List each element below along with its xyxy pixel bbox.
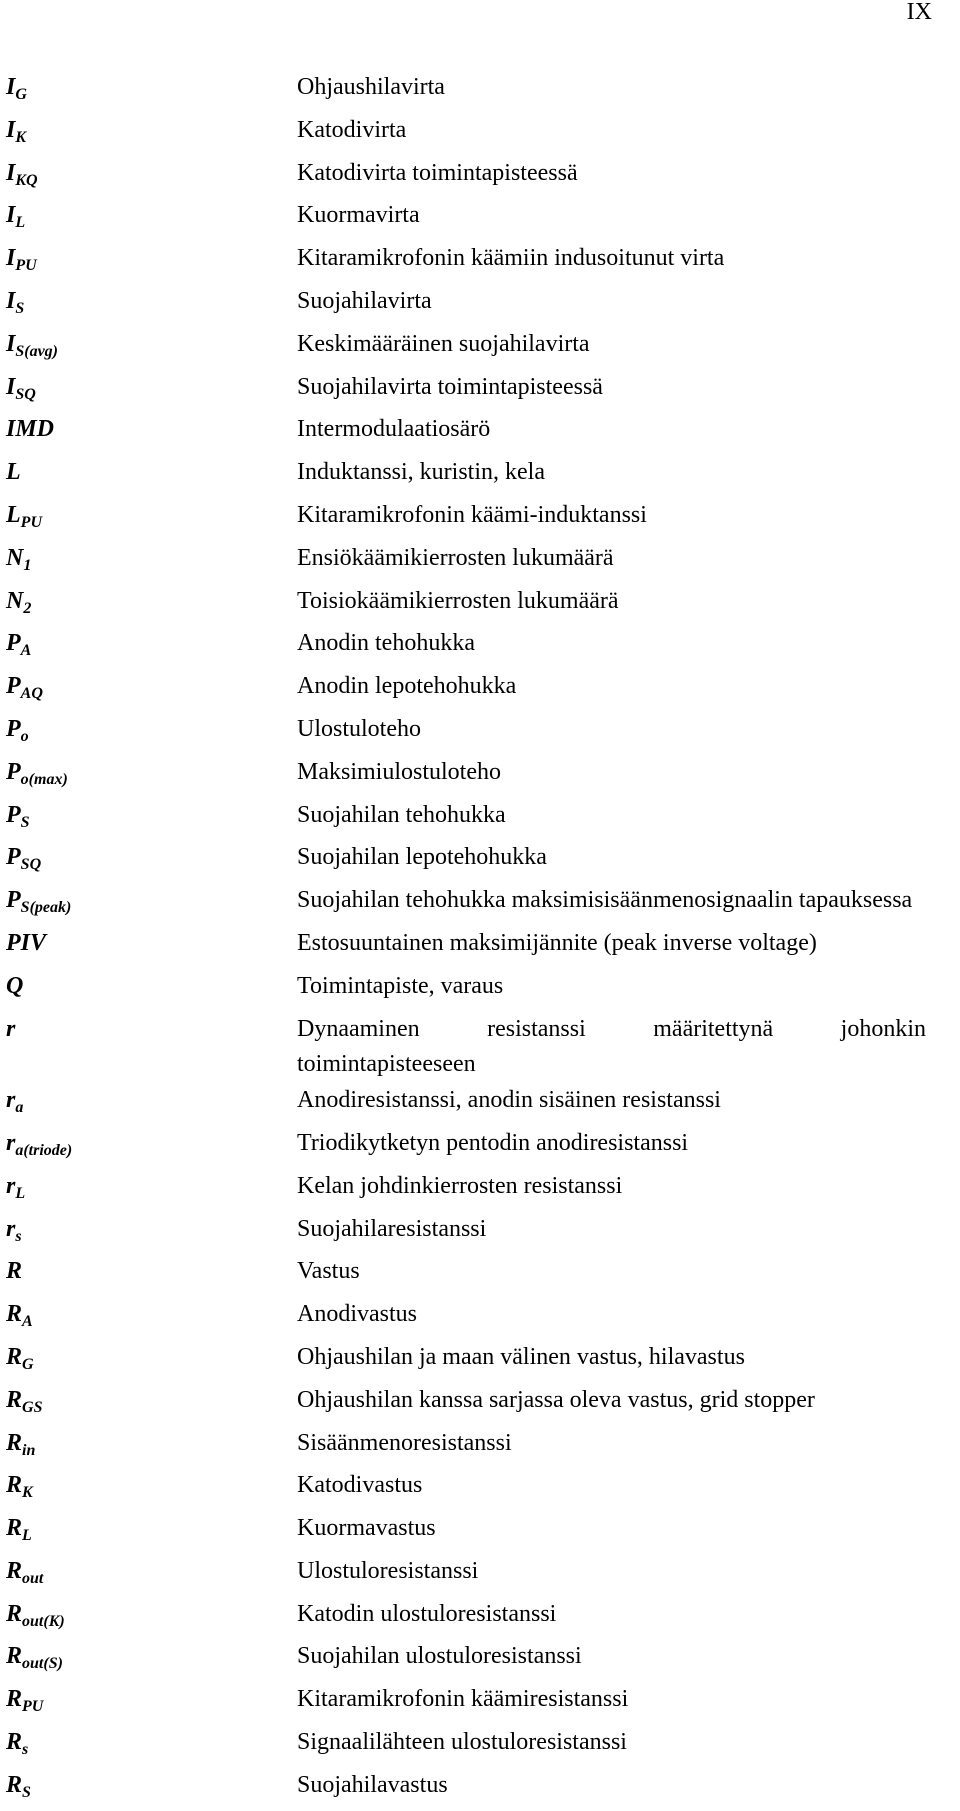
symbol: $R_L$ — [6, 1515, 32, 1545]
symbol: $I_K$ — [6, 116, 27, 146]
list-item — [6, 1682, 926, 1725]
list-item — [6, 669, 926, 712]
list-item — [6, 1554, 926, 1597]
description: Sisäänmenoresistanssi — [297, 1429, 512, 1456]
symbol: $I_{PU}$ — [6, 245, 37, 275]
symbol: $r_a$ — [6, 1087, 24, 1117]
description: Kitaramikrofonin käämiin indusoitunut virta — [297, 245, 725, 272]
symbol: $I_{KQ}$ — [6, 159, 38, 189]
list-item — [6, 1725, 926, 1768]
symbol: $P_{SQ}$ — [6, 844, 42, 874]
list-item — [6, 1639, 926, 1682]
symbol: $R_{GS}$ — [6, 1386, 43, 1416]
list-item — [6, 755, 926, 798]
description: Signaalilähteen ulostuloresistanssi — [297, 1729, 627, 1756]
symbol: $R_{out}$ — [6, 1557, 44, 1587]
description: Ohjaushilan ja maan välinen vastus, hilavastus — [297, 1343, 745, 1370]
list-item — [6, 883, 926, 926]
symbol: $N_2$ — [6, 587, 32, 617]
list-item — [6, 498, 926, 541]
description: Katodivastus — [297, 1472, 423, 1499]
list-item — [6, 712, 926, 755]
description: Suojahilavastus — [297, 1771, 448, 1798]
symbol: $r_L$ — [6, 1172, 26, 1202]
description: Suojahilavirta toimintapisteessä — [297, 373, 603, 400]
description: Intermodulaatiosärö — [297, 416, 491, 443]
symbol: $R_A$ — [6, 1301, 33, 1331]
list-item — [6, 840, 926, 883]
description: Ensiökäämikierrosten lukumäärä — [297, 544, 614, 571]
description: Ulostuloresistanssi — [297, 1557, 479, 1584]
description: Suojahilaresistanssi — [297, 1215, 487, 1242]
description: Dynaaminen resistanssi määritettynä johonkin toimintapisteeseen — [297, 1015, 926, 1078]
description: Katodivirta — [297, 116, 407, 143]
page-number: IX — [906, 0, 932, 25]
list-item — [6, 412, 926, 455]
symbol: $R_{out(K)}$ — [6, 1600, 65, 1630]
list-item — [6, 1169, 926, 1212]
symbol: $P_{o(max)}$ — [6, 758, 68, 788]
description: Induktanssi, kuristin, kela — [297, 459, 545, 486]
list-item — [6, 1297, 926, 1340]
symbol: $R_S$ — [6, 1771, 31, 1801]
list-item — [6, 1597, 926, 1640]
symbol: $r_{a(triode)}$ — [6, 1129, 73, 1159]
list-item — [6, 241, 926, 284]
symbol: $R_{PU}$ — [6, 1686, 44, 1716]
description: Suojahilan tehohukka — [297, 801, 506, 828]
symbol: $I_G$ — [6, 74, 27, 103]
symbol: $r_s$ — [6, 1215, 22, 1245]
symbol: $I_S$ — [6, 287, 25, 317]
description: Suojahilan tehohukka maksimisisäänmenosignaalin tapauksessa — [297, 887, 913, 914]
symbol: $I_L$ — [6, 202, 26, 232]
description: Kitaramikrofonin käämi-induktanssi — [297, 501, 647, 528]
description: Anodin lepotehohukka — [297, 673, 517, 700]
symbol: Q — [6, 972, 24, 999]
list-item — [6, 1468, 926, 1511]
symbol: $R_G$ — [6, 1343, 34, 1373]
symbol: $L_{PU}$ — [6, 501, 42, 531]
list-item — [6, 1511, 926, 1554]
list-item — [6, 1254, 926, 1297]
symbol: $R_K$ — [6, 1472, 33, 1502]
list-item — [6, 284, 926, 327]
list-item — [6, 541, 926, 584]
description: Toimintapiste, varaus — [297, 972, 504, 999]
list-item — [6, 584, 926, 627]
description: Ohjaushilan kanssa sarjassa oleva vastus, grid stopper — [297, 1386, 815, 1413]
list-item — [6, 70, 926, 113]
description: Estosuuntainen maksimijännite (peak inverse voltage) — [297, 929, 817, 956]
symbol: $I_{S(avg)}$ — [6, 330, 58, 360]
description: Kelan johdinkierrosten resistanssi — [297, 1172, 623, 1199]
list-item — [6, 1340, 926, 1383]
description: Vastus — [297, 1258, 360, 1285]
symbol: $P_{S(peak)}$ — [6, 887, 72, 917]
list-item — [6, 1426, 926, 1469]
list-item — [6, 626, 926, 669]
list-item — [6, 370, 926, 413]
symbol: $P_{AQ}$ — [6, 673, 43, 703]
list-item — [6, 1083, 926, 1126]
list-item — [6, 926, 926, 969]
list-item — [6, 327, 926, 370]
list-item — [6, 1383, 926, 1426]
description: Maksimiulostuloteho — [297, 758, 501, 785]
symbol: $R_{in}$ — [6, 1429, 36, 1459]
symbol: $N_1$ — [6, 544, 32, 574]
symbol: $I_{SQ}$ — [6, 373, 36, 403]
list-item — [6, 969, 926, 1012]
description: Anodivastus — [297, 1301, 417, 1328]
description: Suojahilan ulostuloresistanssi — [297, 1643, 582, 1670]
list-item — [6, 1212, 926, 1255]
description: Kuormavastus — [297, 1515, 436, 1542]
symbol: PIV — [6, 929, 47, 956]
description: Katodivirta toimintapisteessä — [297, 159, 578, 186]
description: Triodikytketyn pentodin anodiresistanssi — [297, 1129, 689, 1156]
description: Anodin tehohukka — [297, 630, 475, 657]
description: Suojahilan lepotehohukka — [297, 844, 547, 871]
list-item — [6, 1012, 926, 1084]
symbol: $P_S$ — [6, 801, 30, 831]
symbol: R — [6, 1258, 23, 1285]
list-item — [6, 198, 926, 241]
description: Suojahilavirta — [297, 287, 432, 314]
symbol: L — [6, 459, 21, 486]
description: Keskimääräinen suojahilavirta — [297, 330, 590, 357]
list-item — [6, 798, 926, 841]
description: Anodiresistanssi, anodin sisäinen resistanssi — [297, 1087, 721, 1114]
symbol: $P_A$ — [6, 630, 32, 660]
description: Katodin ulostuloresistanssi — [297, 1600, 557, 1627]
description: Kitaramikrofonin käämiresistanssi — [297, 1686, 629, 1713]
description: Ulostuloteho — [297, 715, 421, 742]
list-item — [6, 1126, 926, 1169]
list-item — [6, 156, 926, 199]
symbol: $P_o$ — [6, 715, 29, 745]
symbol-list — [6, 70, 926, 1811]
list-item — [6, 455, 926, 498]
list-item — [6, 113, 926, 156]
description: Ohjaushilavirta — [297, 74, 445, 100]
symbol: $R_s$ — [6, 1729, 29, 1759]
description: Toisiokäämikierrosten lukumäärä — [297, 587, 619, 614]
symbol: IMD — [6, 416, 55, 443]
symbol: $R_{out(S)}$ — [6, 1643, 63, 1673]
description: Kuormavirta — [297, 202, 420, 229]
symbol: r — [6, 1015, 16, 1042]
list-item — [6, 1768, 926, 1811]
